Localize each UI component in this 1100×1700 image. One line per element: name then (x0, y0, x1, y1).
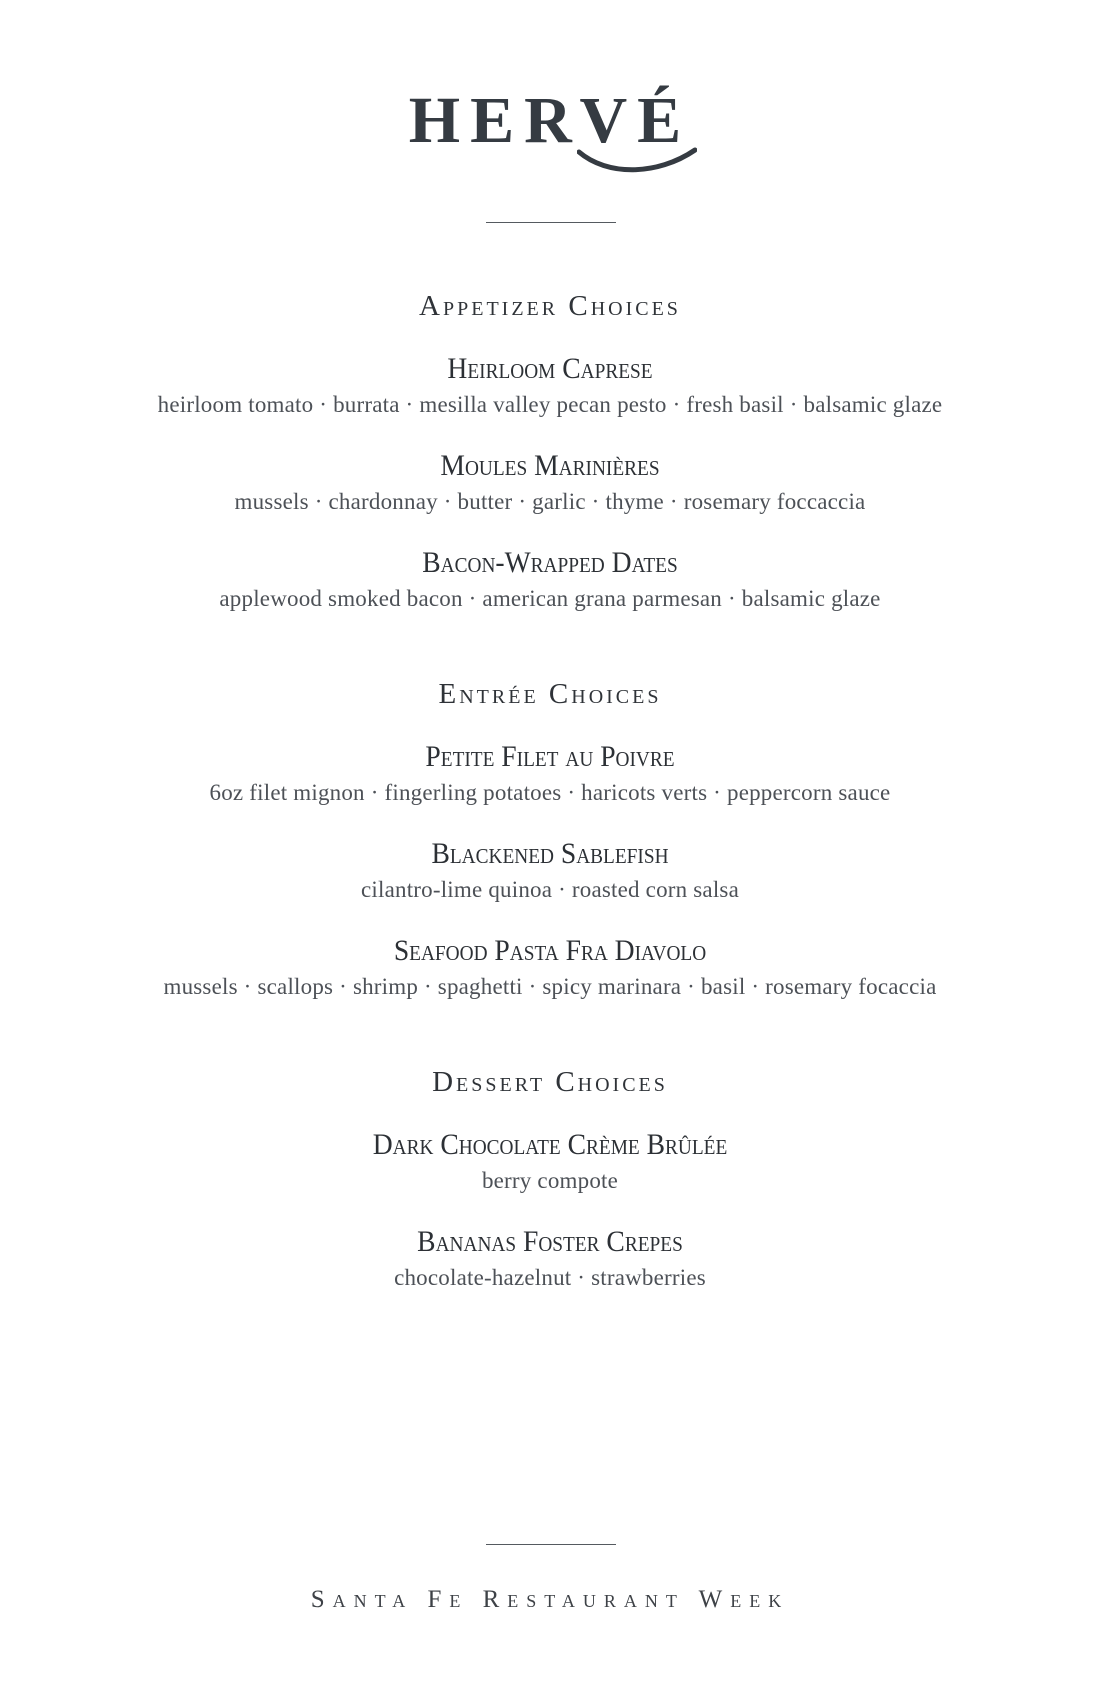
section-title: Entrée Choices (438, 678, 662, 710)
bottom-divider (486, 1544, 616, 1545)
dish-description: chocolate-hazelnut · strawberries (394, 1265, 706, 1290)
dish-item (0, 738, 1100, 808)
dish-description: mussels · scallops · shrimp · spaghetti · spicy marinara · basil · rosemary focaccia (163, 974, 937, 999)
dish-name: Heirloom Caprese (447, 352, 653, 385)
top-divider (486, 222, 616, 223)
dish-name: Petite Filet au Poivre (425, 740, 675, 773)
section-title: Dessert Choices (432, 1066, 668, 1098)
dish-name: Bacon-Wrapped Dates (422, 546, 678, 579)
logo-wordmark (408, 84, 692, 157)
dish-description: heirloom tomato · burrata · mesilla valley pecan pesto · fresh basil · balsamic glaze (157, 392, 943, 417)
dish-name: Moules Marinières (440, 449, 660, 482)
footer-title: Santa Fe Restaurant Week (310, 1586, 790, 1613)
appetizer-section (0, 286, 1100, 614)
logo (0, 84, 1100, 157)
dish-description: 6oz filet mignon · fingerling potatoes · haricots verts · peppercorn sauce (209, 780, 891, 805)
dish-name: Blackened Sablefish (431, 837, 669, 870)
dish-description: cilantro-lime quinoa · roasted corn salsa (361, 877, 739, 902)
dish-name: Dark Chocolate Crème Brûlée (372, 1128, 728, 1161)
dish-item (0, 835, 1100, 905)
dish-item (0, 1126, 1100, 1196)
dish-item (0, 447, 1100, 517)
dish-item (0, 1223, 1100, 1293)
menu-body (0, 286, 1100, 1353)
dish-item (0, 544, 1100, 614)
dish-item (0, 350, 1100, 420)
dish-description: mussels · chardonnay · butter · garlic · thyme · rosemary foccaccia (234, 489, 866, 514)
section-title: Appetizer Choices (419, 290, 681, 322)
dish-description: berry compote (481, 1168, 619, 1193)
entree-section (0, 674, 1100, 1002)
logo-swoosh-icon (577, 146, 697, 176)
dish-item (0, 932, 1100, 1002)
dessert-section (0, 1062, 1100, 1293)
dish-description: applewood smoked bacon · american grana parmesan · balsamic glaze (219, 586, 881, 611)
dish-name: Seafood Pasta Fra Diavolo (393, 934, 707, 967)
dish-name: Bananas Foster Crepes (417, 1225, 683, 1258)
logo-text: HERVÉ (408, 84, 692, 157)
